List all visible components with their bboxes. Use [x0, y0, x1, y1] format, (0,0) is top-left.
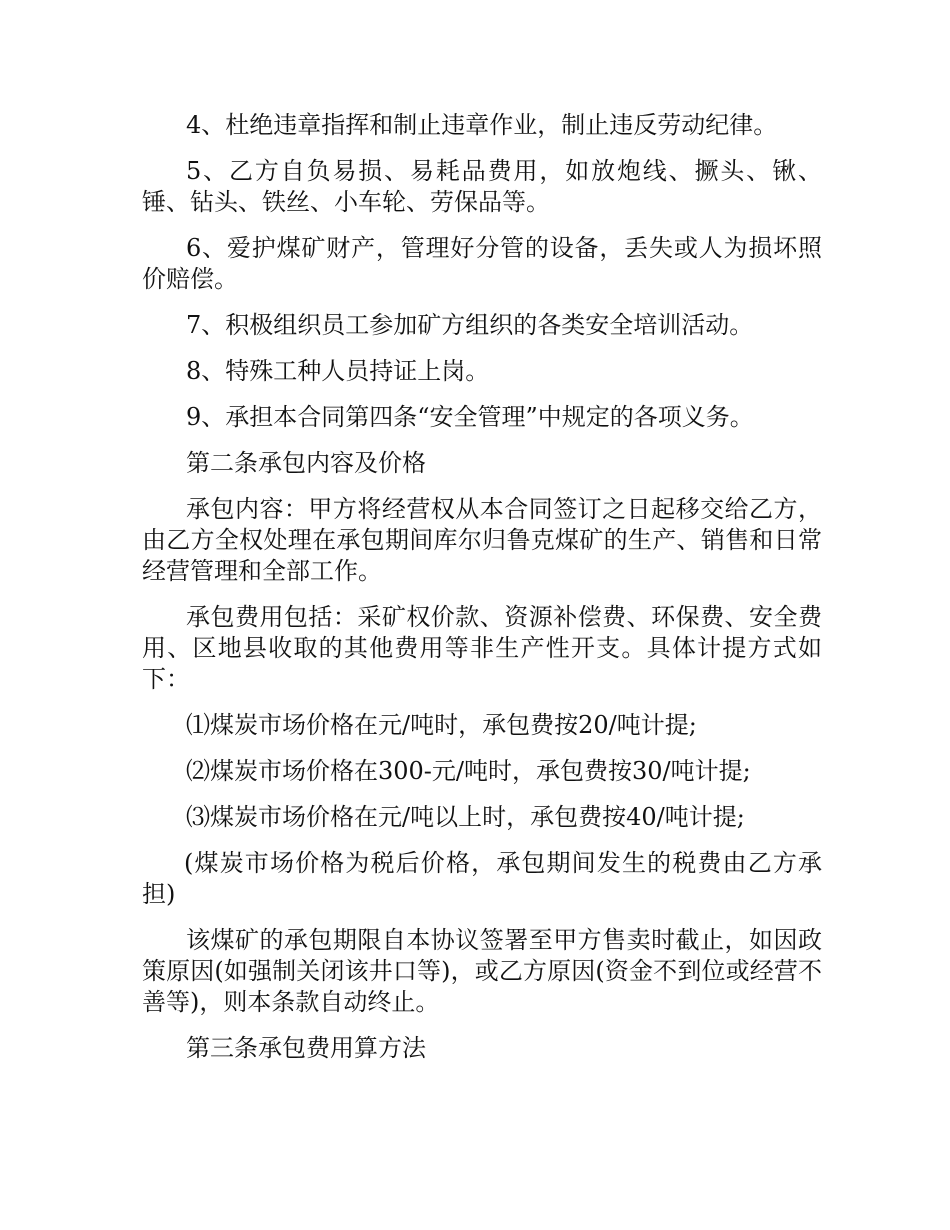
contract-fee-paragraph: 承包费用包括：采矿权价款、资源补偿费、环保费、安全费用、区地县收取的其他费用等非生产性开支。具体计提方式如下： [142, 603, 822, 693]
contract-content-paragraph: 承包内容：甲方将经营权从本合同签订之日起移交给乙方，由乙方全权处理在承包期间库尔归鲁克煤矿的生产、销售和日常经营管理和全部工作。 [142, 495, 822, 585]
clause-item-5: 5、乙方自负易损、易耗品费用，如放炮线、撅头、锹、锤、钻头、铁丝、小车轮、劳保品等。 [142, 157, 822, 216]
fee-rule-1: ⑴煤炭市场价格在元/吨时，承包费按20/吨计提; [186, 711, 697, 739]
clause-item-9: 9、承担本合同第四条“安全管理”中规定的各项义务。 [186, 403, 754, 431]
clause-item-8: 8、特殊工种人员持证上岗。 [186, 357, 490, 385]
fee-rule-2: ⑵煤炭市场价格在300-元/吨时，承包费按30/吨计提; [186, 757, 751, 785]
tax-note-paragraph: (煤炭市场价格为税后价格，承包期间发生的税费由乙方承担) [142, 849, 822, 908]
clause-item-6: 6、爱护煤矿财产，管理好分管的设备，丢失或人为损坏照价赔偿。 [142, 234, 822, 293]
document-body [142, 110, 822, 1079]
clause-item-7: 7、积极组织员工参加矿方组织的各类安全培训活动。 [186, 311, 754, 339]
section-heading-article-3: 第三条承包费用算方法 [186, 1034, 426, 1062]
section-heading-article-2: 第二条承包内容及价格 [186, 449, 426, 477]
clause-item-4: 4、杜绝违章指挥和制止违章作业，制止违反劳动纪律。 [186, 111, 778, 139]
fee-rule-3: ⑶煤炭市场价格在元/吨以上时，承包费按40/吨计提; [186, 803, 745, 831]
contract-term-paragraph: 该煤矿的承包期限自本协议签署至甲方售卖时截止，如因政策原因(如强制关闭该井口等)，或乙方原因(资金不到位或经营不善等)，则本条款自动终止。 [142, 926, 822, 1016]
